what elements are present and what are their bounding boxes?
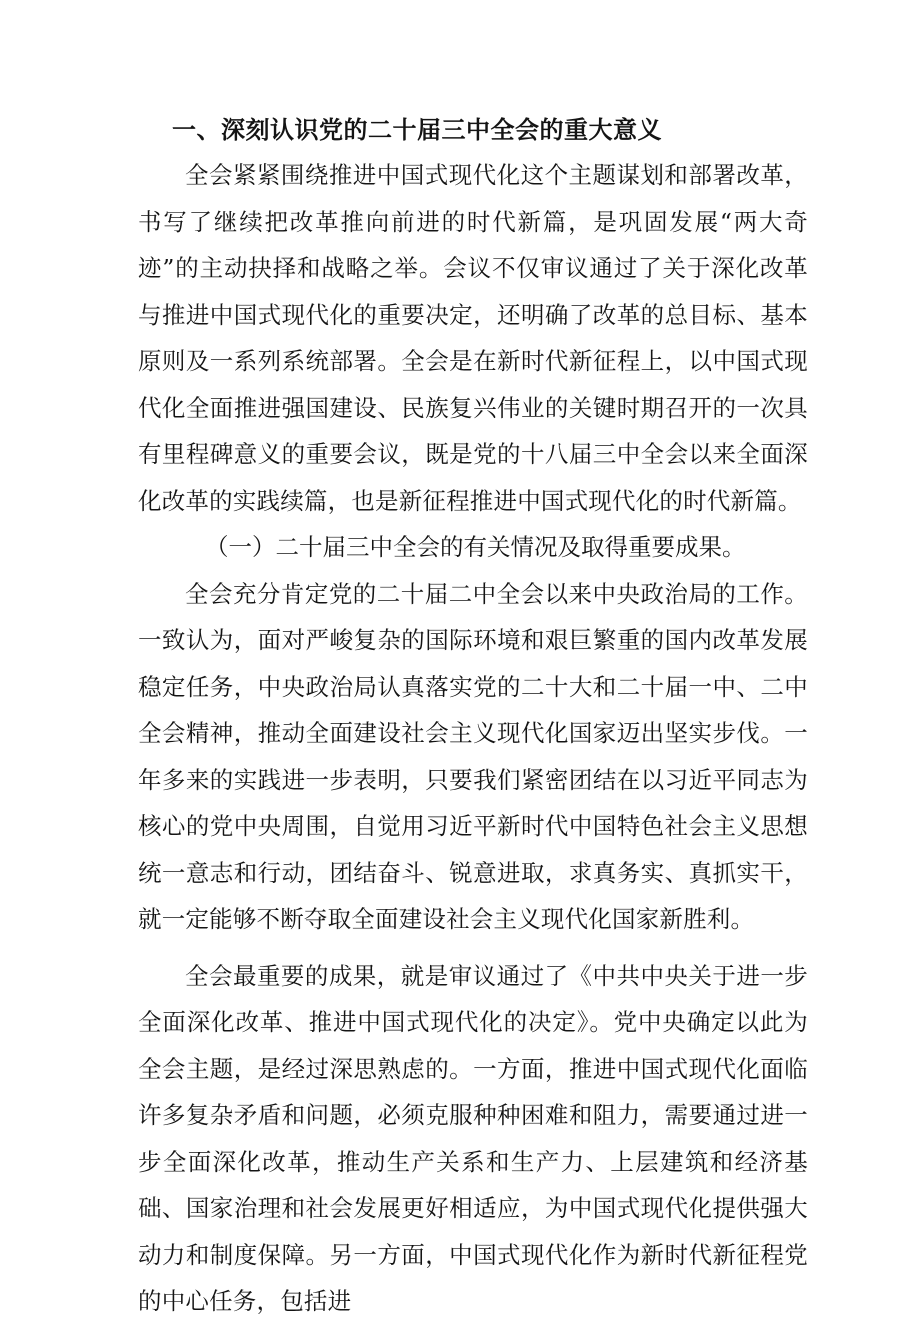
- paragraph-work-review: 全会充分肯定党的二十届二中全会以来中央政治局的工作。一致认为，面对严峻复杂的国际环境和艰巨繁重的国内改革发展稳定任务，中央政治局认真落实党的二十大和二十届一中、二中全会精神，推动全面建设社会主义现代化国家迈出坚实步伐。一年多来的实践进一步表明，只要我们紧密团结在以习近平同志为核心的党中央周围，自觉用习近平新时代中国特色社会主义思想统一意志和行动，团结奋斗、锐意进取，求真务实、真抓实干，就一定能够不断夺取全面建设社会主义现代化国家新胜利。: [138, 579, 808, 933]
- paragraph-key-outcome: 全会最重要的成果，就是审议通过了《中共中央关于进一步全面深化改革、推进中国式现代化的决定》。党中央确定以此为全会主题，是经过深思熟虑的。一方面，推进中国式现代化面临许多复杂矛盾和问题，必须克服种种困难和阻力，需要通过进一步全面深化改革，推动生产关系和生产力、上层建筑和经济基础、国家治理和社会发展更好相适应，为中国式现代化提供强大动力和制度保障。另一方面，中国式现代化作为新时代新征程党的中心任务，包括进: [138, 961, 808, 1315]
- subsection-heading: （一）二十届三中全会的有关情况及取得重要成果。: [205, 533, 746, 561]
- section-heading: 一、深刻认识党的二十届三中全会的重大意义: [172, 116, 662, 144]
- paragraph-significance: 全会紧紧围绕推进中国式现代化这个主题谋划和部署改革，书写了继续把改革推向前进的时代新篇，是巩固发展“两大奇迹”的主动抉择和战略之举。会议不仅审议通过了关于深化改革与推进中国式现代化的重要决定，还明确了改革的总目标、基本原则及一系列系统部署。全会是在新时代新征程上，以中国式现代化全面推进强国建设、民族复兴伟业的关键时期召开的一次具有里程碑意义的重要会议，既是党的十八届三中全会以来全面深化改革的实践续篇，也是新征程推进中国式现代化的时代新篇。: [138, 161, 808, 515]
- document-page: [138, 108, 808, 1325]
